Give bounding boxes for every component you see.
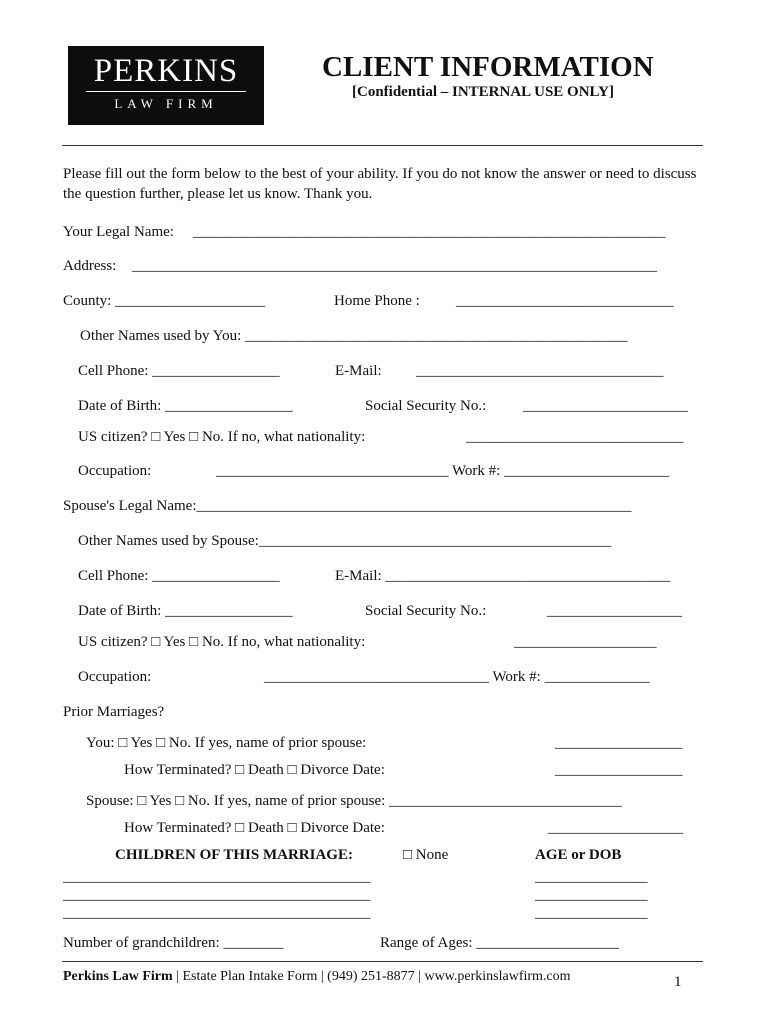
you-prior-spouse-field[interactable]: _________________ bbox=[555, 735, 683, 751]
footer-divider bbox=[62, 961, 703, 962]
spouse-occupation-label: Occupation: bbox=[78, 669, 152, 685]
you-prior-marriage-question[interactable]: You: □ Yes □ No. If yes, name of prior spouse: bbox=[86, 735, 367, 751]
spouse-how-terminated[interactable]: How Terminated? □ Death □ Divorce Date: bbox=[124, 820, 385, 836]
dob-field[interactable]: Date of Birth: _________________ bbox=[78, 398, 293, 414]
page-subtitle: [Confidential – INTERNAL USE ONLY] bbox=[352, 84, 614, 100]
spouse-us-citizen-question[interactable]: US citizen? □ Yes □ No. If no, what nationality: bbox=[78, 634, 366, 650]
spouse-prior-marriage-question[interactable]: Spouse: □ Yes □ No. If yes, name of prior spouse: _______________________________ bbox=[86, 793, 622, 809]
you-terminated-date-field[interactable]: _________________ bbox=[555, 762, 683, 778]
page-title: CLIENT INFORMATION bbox=[322, 51, 654, 83]
child-age-field[interactable]: _______________ bbox=[535, 869, 648, 885]
legal-name-label: Your Legal Name: bbox=[63, 224, 174, 240]
spouse-nationality-field[interactable]: ___________________ bbox=[514, 634, 657, 650]
logo-subtitle: LAW FIRM bbox=[114, 96, 218, 111]
county-field[interactable]: County: ____________________ bbox=[63, 293, 266, 309]
firm-logo bbox=[68, 46, 264, 125]
child-age-field[interactable]: _______________ bbox=[535, 887, 648, 903]
footer-text: | Estate Plan Intake Form | (949) 251-8877 | www.perkinslawfirm.com bbox=[172, 969, 571, 984]
children-none-checkbox[interactable]: □ None bbox=[403, 847, 449, 863]
intro-text: Please fill out the form below to the best of your ability. If you do not know the answer or need to discuss the question further, please let us know. Thank you. bbox=[63, 166, 697, 202]
child-name-field[interactable]: _________________________________________ bbox=[63, 887, 371, 903]
prior-marriages-heading: Prior Marriages? bbox=[63, 704, 165, 720]
legal-name-field[interactable]: _______________________________________________________________ bbox=[193, 224, 666, 240]
other-names-field[interactable]: Other Names used by You: ___________________________________________________ bbox=[80, 328, 628, 344]
spouse-terminated-date-field[interactable]: __________________ bbox=[548, 820, 683, 836]
spouse-dob-field[interactable]: Date of Birth: _________________ bbox=[78, 603, 293, 619]
email-label: E-Mail: bbox=[335, 363, 382, 379]
spouse-cell-phone-field[interactable]: Cell Phone: _________________ bbox=[78, 568, 280, 584]
home-phone-field[interactable]: _____________________________ bbox=[456, 293, 674, 309]
spouse-ssn-label: Social Security No.: bbox=[365, 603, 487, 619]
spouse-ssn-field[interactable]: __________________ bbox=[547, 603, 682, 619]
grandchildren-number-field[interactable]: Number of grandchildren: ________ bbox=[63, 935, 284, 951]
cell-phone-field[interactable]: Cell Phone: _________________ bbox=[78, 363, 280, 379]
spouse-occupation-work-field[interactable]: ______________________________ Work #: ______________ bbox=[264, 669, 650, 685]
spouse-legal-name-field[interactable]: Spouse's Legal Name:__________________________________________________________ bbox=[63, 498, 632, 514]
child-age-field[interactable]: _______________ bbox=[535, 905, 648, 921]
header-divider bbox=[62, 145, 703, 146]
spouse-email-field[interactable]: E-Mail: ______________________________________ bbox=[335, 568, 671, 584]
address-label: Address: bbox=[63, 258, 117, 274]
us-citizen-question[interactable]: US citizen? □ Yes □ No. If no, what nationality: bbox=[78, 429, 366, 445]
logo-name: PERKINS bbox=[93, 53, 239, 89]
page-number: 1 bbox=[674, 974, 682, 990]
logo-rule bbox=[86, 91, 246, 92]
ssn-field[interactable]: ______________________ bbox=[523, 398, 688, 414]
children-heading: CHILDREN OF THIS MARRIAGE: bbox=[115, 847, 353, 863]
you-how-terminated[interactable]: How Terminated? □ Death □ Divorce Date: bbox=[124, 762, 385, 778]
address-field[interactable]: ______________________________________________________________________ bbox=[132, 258, 657, 274]
occupation-work-field[interactable]: _______________________________ Work #: ______________________ bbox=[216, 463, 670, 479]
home-phone-label: Home Phone : bbox=[334, 293, 420, 309]
nationality-field[interactable]: _____________________________ bbox=[466, 429, 684, 445]
ssn-label: Social Security No.: bbox=[365, 398, 487, 414]
footer bbox=[63, 970, 571, 984]
child-name-field[interactable]: _________________________________________ bbox=[63, 905, 371, 921]
grandchildren-age-range-field[interactable]: Range of Ages: ___________________ bbox=[380, 935, 619, 951]
email-field[interactable]: _________________________________ bbox=[416, 363, 664, 379]
spouse-other-names-field[interactable]: Other Names used by Spouse:_______________________________________________ bbox=[78, 533, 612, 549]
child-name-field[interactable]: _________________________________________ bbox=[63, 869, 371, 885]
occupation-label: Occupation: bbox=[78, 463, 152, 479]
footer-firm: Perkins Law Firm bbox=[63, 969, 173, 984]
age-dob-heading: AGE or DOB bbox=[535, 847, 622, 863]
